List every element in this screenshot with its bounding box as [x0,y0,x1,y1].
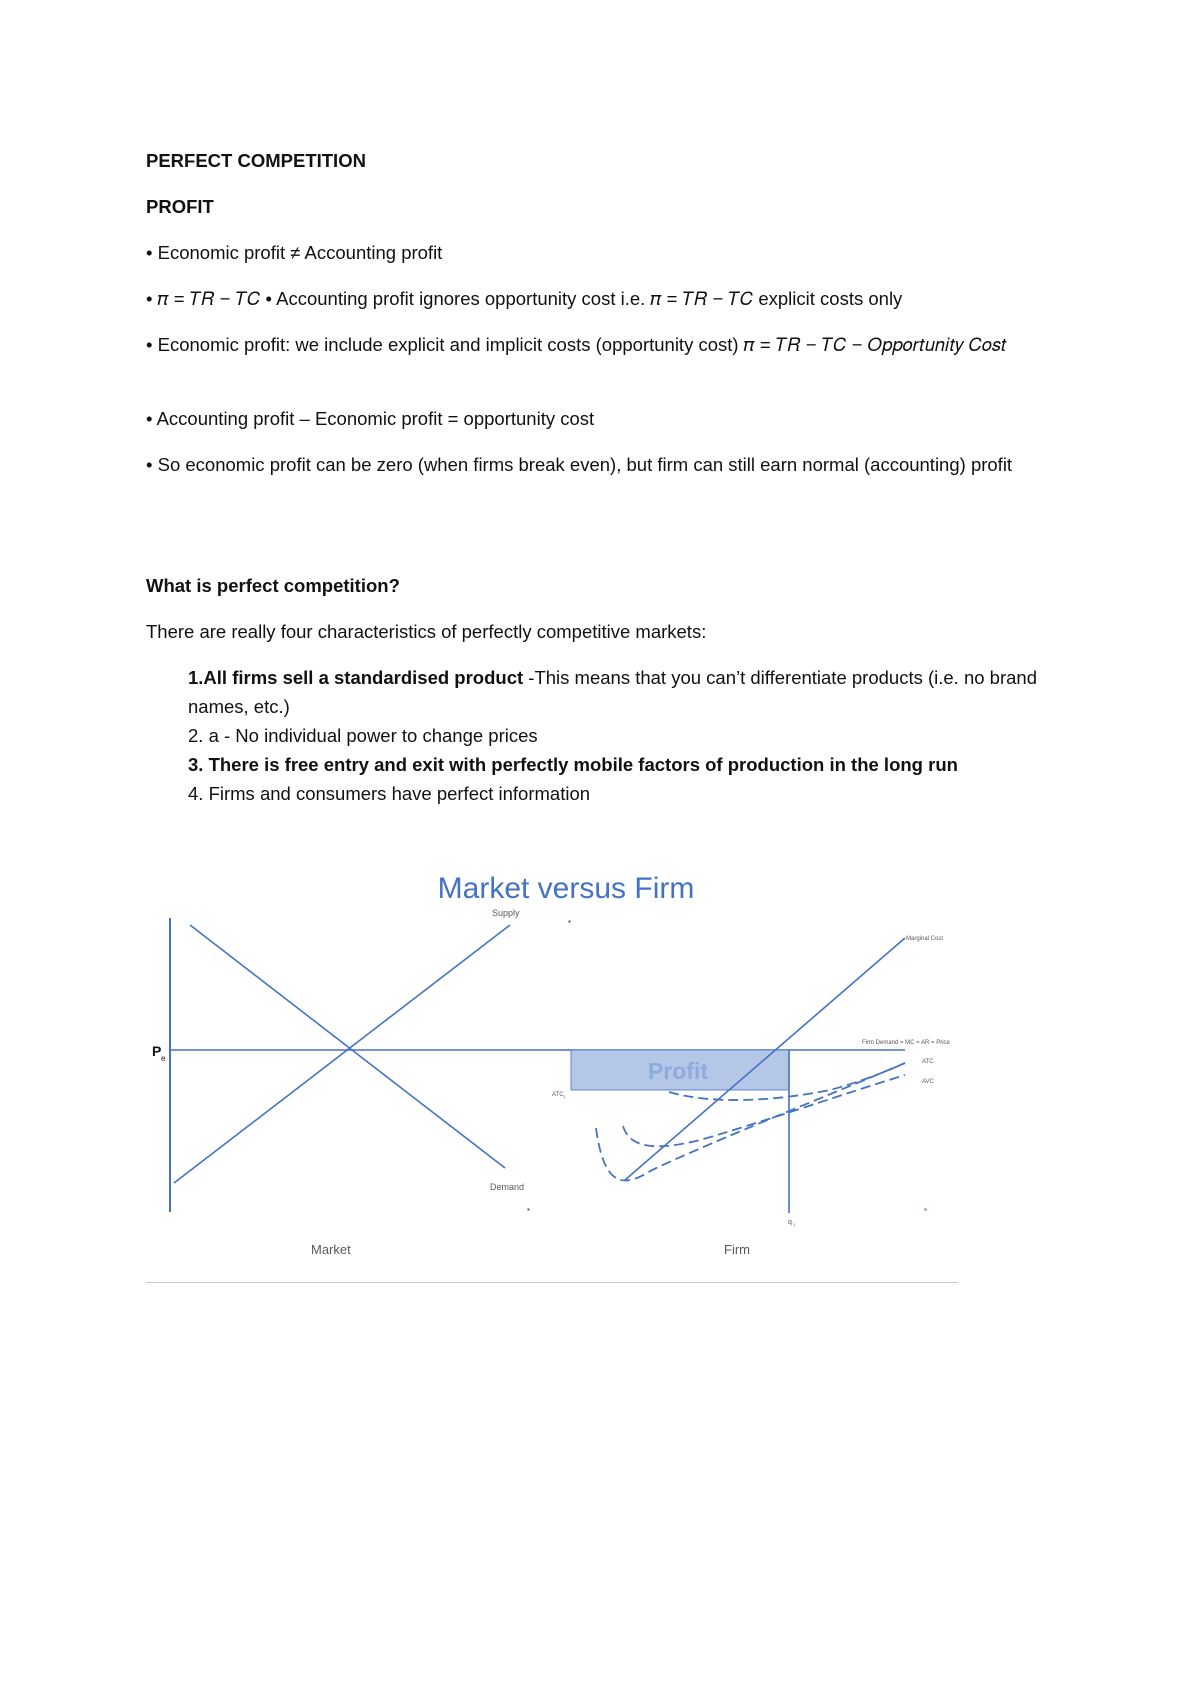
demand-label: Demand [490,1182,525,1192]
firm-quantity-axis-tick: ▪ [924,1205,927,1214]
firm-caption: Firm [724,1242,750,1257]
atc-label: ATC [922,1059,934,1065]
bullet-3: • Economic profit: we include explicit and implicit costs (opportunity cost) 𝜋 = 𝑇𝑅 − 𝑇𝐶 − 𝑂𝑝𝑝𝑜𝑟𝑡𝑢𝑛𝑖𝑡𝑦 𝐶𝑜𝑠𝑡 [146,334,1007,355]
characteristic-4-text: 4. Firms and consumers have perfect information [188,783,591,804]
quantity-label: q [788,1219,792,1226]
price-label: P [152,1043,162,1059]
figure-title: Market versus Firm [437,872,695,905]
characteristic-1-text: -This means that you can’t differentiate products (i.e. no brand names, etc.) [188,667,1037,717]
characteristic-3-bold: 3. There is free entry and exit with perfectly mobile factors of production in the long run [188,754,958,775]
horizontal-rule [146,1282,958,1283]
market-caption: Market [311,1242,351,1257]
profit-label: Profit [647,1058,709,1084]
atc-left-subscript: 1 [563,1094,566,1099]
market-demand-curve [190,925,505,1168]
market-quantity-axis-tick: ▪ [527,1205,530,1214]
section-question: What is perfect competition? [146,575,400,596]
atc-left-label: ATC [552,1092,564,1098]
section-intro: There are really four characteristics of perfectly competitive markets: [146,621,707,642]
firm-demand-label: Firm Demand = MC = AR = Price [862,1040,950,1046]
profit-subheading: PROFIT [146,196,214,217]
characteristic-2-text: 2. a - No individual power to change prices [188,725,538,746]
bullet-2: • 𝜋 = 𝑇𝑅 − 𝑇𝐶 • Accounting profit ignores opportunity cost i.e. 𝜋 = 𝑇𝑅 − 𝑇𝐶 explicit costs only [146,288,903,309]
avc-label: AVC [922,1079,934,1085]
bullet-1: • Economic profit ≠ Accounting profit [146,242,443,263]
supply-label: Supply [492,908,520,918]
bullet-4: • Accounting profit – Economic profit = opportunity cost [146,408,595,429]
firm-axis-tick: ▪ [568,917,571,926]
price-subscript: e [161,1054,166,1063]
market-supply-curve [174,925,510,1183]
quantity-subscript: 1 [793,1222,796,1227]
marginal-cost-label: Marginal Cost [906,936,944,942]
characteristic-1-bold: 1.All firms sell a standardised product [188,667,529,688]
bullet-5: • So economic profit can be zero (when firms break even), but firm can still earn normal (accounting) profit [146,454,1013,475]
document-heading: PERFECT COMPETITION [146,150,366,171]
